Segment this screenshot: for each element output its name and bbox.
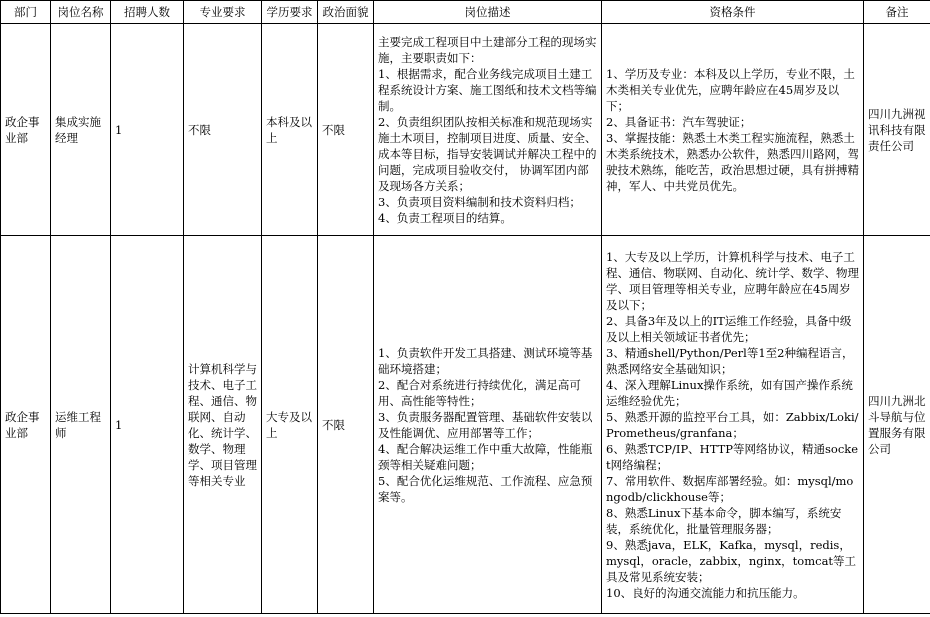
qualification-line: 8、熟悉Linux下基本命令，脚本编写，系统安装，系统优化，批量管理服务器； (606, 505, 842, 536)
description-line: 2、配合对系统进行持续优化，满足高可用、高性能等特性； (378, 377, 581, 408)
qualification-line: 2、具备证书：汽车驾驶证； (606, 114, 752, 129)
cell-qualifications (602, 236, 864, 614)
header-title: 岗位名称 (51, 1, 111, 24)
table-row (1, 236, 930, 614)
description-line: 3、负责服务器配置管理、基础软件安装以及性能调优、应用部署等工作； (378, 409, 593, 440)
cell-major: 不限 (184, 24, 262, 236)
header-count: 招聘人数 (111, 1, 184, 24)
description-line: 4、配合解决运维工作中重大故障，性能瓶颈等相关疑难问题； (378, 441, 593, 472)
qualification-line: 2、具备3年及以上的IT运维工作经验，具备中级及以上相关领域证书者优先； (606, 313, 852, 344)
header-education: 学历要求 (262, 1, 318, 24)
cell-title: 集成实施经理 (51, 24, 111, 236)
cell-major: 计算机科学与技术、电子工程、通信、物联网、自动化、统计学、数学、物理学、项目管理等相关专业 (184, 236, 262, 614)
header-political: 政治面貌 (318, 1, 374, 24)
cell-qualifications (602, 24, 864, 236)
header-row (1, 1, 930, 24)
cell-count: 1 (111, 24, 184, 236)
cell-education: 本科及以上 (262, 24, 318, 236)
description-line: 主要完成工程项目中土建部分工程的现场实施，主要职责如下： (378, 34, 597, 65)
qualification-line: 1、大专及以上学历，计算机科学与技术、电子工程、通信、物联网、自动化、统计学、数学、物理学、项目管理等相关专业，应聘年龄应在45周岁及以下； (606, 249, 859, 312)
qualification-line: 3、掌握技能：熟悉土木类工程实施流程，熟悉土木类系统技术，熟悉办公软件，熟悉四川路网，驾驶技术熟练，能吃苦，政治思想过硬，具有拼搏精神，军人、中共党员优先。 (606, 130, 859, 193)
qualification-line: 7、常用软件、数据库部署经验。如：mysql/mongodb/clickhouse等； (606, 473, 854, 504)
cell-description (374, 24, 602, 236)
header-note: 备注 (864, 1, 930, 24)
description-line: 1、根据需求，配合业务线完成项目土建工程系统设计方案、施工图纸和技术文档等编制。 (378, 66, 597, 113)
cell-political: 不限 (318, 236, 374, 614)
cell-education: 大专及以上 (262, 236, 318, 614)
description-line: 2、负责组织团队按相关标准和规范现场实施土木项目，控制项目进度、质量、安全、成本等目标，指导安装调试并解决工程中的问题，完成项目验收交付， 协调军团内部及现场各方关系； (378, 114, 597, 193)
cell-note: 四川九洲北斗导航与位置服务有限公司 (864, 236, 930, 614)
cell-political: 不限 (318, 24, 374, 236)
qualification-line: 1、学历及专业：本科及以上学历，专业不限，土木类相关专业优先，应聘年龄应在45周岁及以下； (606, 66, 855, 113)
qualification-line: 4、深入理解Linux操作系统，如有国产操作系统运维经验优先； (606, 377, 853, 408)
cell-description (374, 236, 602, 614)
description-line: 3、负责项目资料编制和技术资料归档； (378, 194, 581, 209)
header-dept: 部门 (1, 1, 51, 24)
qualification-line: 10、良好的沟通交流能力和抗压能力。 (606, 585, 805, 600)
cell-title: 运维工程师 (51, 236, 111, 614)
description-line: 5、配合优化运维规范、工作流程、应急预案等。 (378, 473, 593, 504)
description-line: 1、负责软件开发工具搭建、测试环境等基础环境搭建； (378, 345, 593, 376)
qualification-line: 6、熟悉TCP/IP、HTTP等网络协议，精通socket网络编程； (606, 441, 859, 472)
qualification-line: 9、熟悉java，ELK，Kafka，mysql，redis，mysql，oracle，zabbix，nginx，tomcat等工具及常见系统安装； (606, 537, 857, 584)
header-major: 专业要求 (184, 1, 262, 24)
header-qualifications: 资格条件 (602, 1, 864, 24)
description-line: 4、负责工程项目的结算。 (378, 210, 512, 225)
qualification-line: 5、熟悉开源的监控平台工具，如：Zabbix/Loki/Prometheus/granfana； (606, 409, 859, 440)
cell-note: 四川九洲视讯科技有限责任公司 (864, 24, 930, 236)
cell-dept: 政企事业部 (1, 236, 51, 614)
header-description: 岗位描述 (374, 1, 602, 24)
cell-count: 1 (111, 236, 184, 614)
cell-dept: 政企事业部 (1, 24, 51, 236)
table-row (1, 24, 930, 236)
qualification-line: 3、精通shell/Python/Perl等1至2种编程语言，熟悉网络安全基础知识； (606, 345, 854, 376)
